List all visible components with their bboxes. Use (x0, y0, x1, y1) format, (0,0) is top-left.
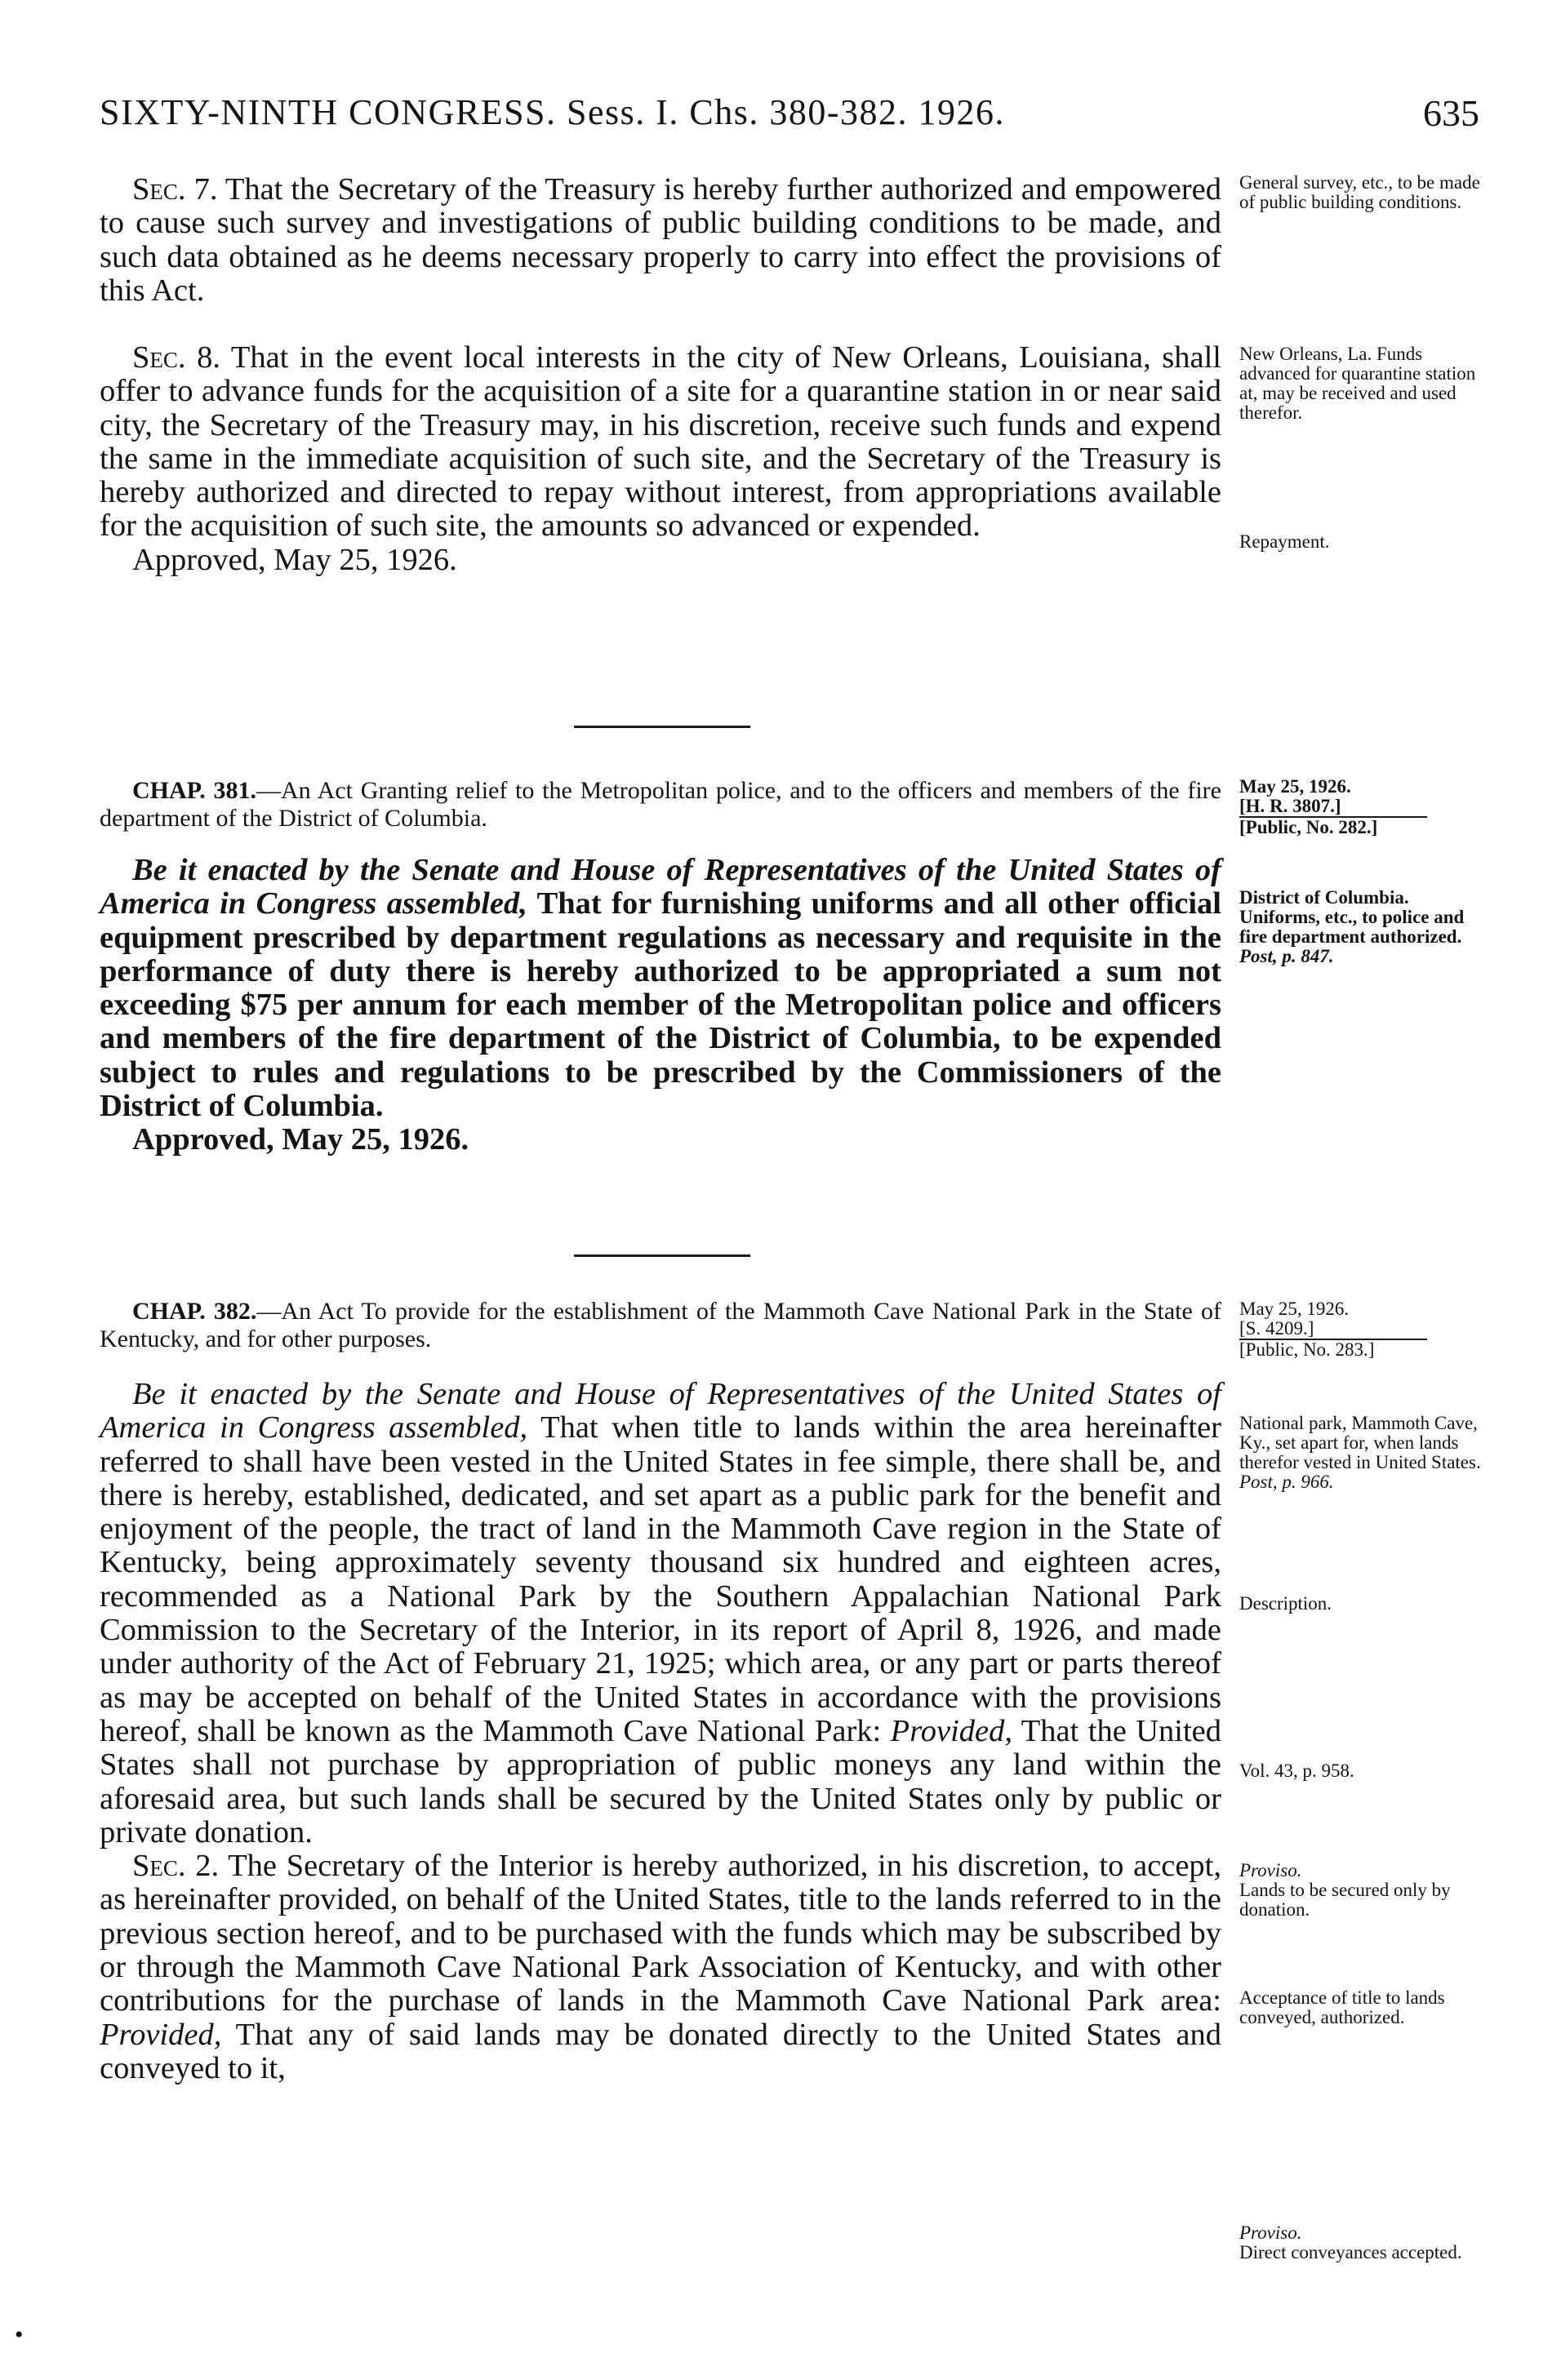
margin-note-sec8-text: New Orleans, La. Funds advanced for quarantine station at, may be received and used therefor. (1239, 344, 1476, 424)
margin-note-chap381-text: District of Columbia. Uniforms, etc., to police and fire department authorized. (1239, 887, 1465, 948)
margin-note-national-park-ref: Post, p. 966. (1239, 1472, 1334, 1493)
section-8-paragraph (100, 341, 1221, 544)
chapter-381-title (100, 777, 1221, 833)
page-number: 635 (1423, 92, 1479, 134)
margin-chapter-381-header (1239, 777, 1484, 837)
chapter-381-enacting-clause: Be it enacted by the Senate and House of Representatives of the United States of America in Congress assembled, (100, 853, 1221, 921)
chapter-382-enacting-clause: Be it enacted by the Senate and House of Representatives of the United States of America in Congress assembled, (100, 1377, 1221, 1445)
margin-note-proviso-2-label: Proviso. (1239, 2222, 1302, 2243)
margin-note-sec7-text: General survey, etc., to be made of public building conditions. (1239, 172, 1480, 213)
section-7-text: That the Secretary of the Treasury is hereby further authorized and empowered to cause such survey and investigations of public building conditions to be made, and such data obtained as he deems necessary properly to carry into effect the provisions of this Act. (100, 172, 1221, 308)
page-bullet-mark: • (15, 2321, 24, 2348)
margin-note-repayment (1239, 532, 1484, 552)
margin-note-chap381 (1239, 888, 1484, 967)
margin-note-sec8 (1239, 344, 1484, 424)
section-8 (100, 341, 1221, 577)
section-8-text: That in the event local interests in the city of New Orleans, Louisiana, shall offer to advance funds for the acquisition of a site for a quarantine station in or near said city, the Secretary of the Treasury may, in his discretion, receive such funds and expend the same in the immediate acquisition of such site, and the Secretary of the Treasury is hereby authorized and directed to repay without interest, from appropriations available for the acquisition of such site, the amounts so advanced or expended. (100, 340, 1221, 544)
chapter-381-public-no: [Public, No. 282.] (1239, 817, 1378, 838)
margin-note-chap381-ref: Post, p. 847. (1239, 946, 1334, 967)
chapter-382-sec2-label: Sec. 2. (132, 1849, 220, 1884)
margin-note-proviso-conveyances-text: Direct conveyances accepted. (1239, 2242, 1462, 2263)
chapter-382-label: CHAP. 382. (132, 1298, 257, 1325)
chapter-381 (100, 777, 1221, 1157)
divider-rule-1 (574, 726, 750, 728)
margin-note-proviso-conveyances (1239, 2223, 1484, 2262)
margin-chapter-382-header (1239, 1299, 1484, 1360)
margin-note-description-text: Description. (1239, 1593, 1332, 1614)
margin-note-national-park-text: National park, Mammoth Cave, Ky., set apart for, when lands therefor vested in United States. (1239, 1413, 1481, 1473)
chapter-381-date: May 25, 1926. (1239, 776, 1351, 797)
chapter-381-approved: Approved, May 25, 1926. (132, 1122, 469, 1157)
chapter-382-proviso-2: Provided, (100, 2017, 222, 2052)
margin-note-repayment-text: Repayment. (1239, 531, 1330, 552)
chapter-381-text: That for furnishing uniforms and all other official equipment prescribed by department regulations as necessary and requisite in the performance of duty there is hereby authorized to be appropriated a sum not exceeding $75 per annum for each member of the Metropolitan police and officers and members of the fire department of the District of Columbia, to be expended subject to rules and regulations to be prescribed by the Commissioners of the District of Columbia. (100, 886, 1221, 1124)
chapter-382-title-text: —An Act To provide for the establishment of the Mammoth Cave National Park in the State of Kentucky, and for other purposes. (100, 1298, 1221, 1352)
chapter-382-text-1: That when title to lands within the area hereinafter referred to shall have been vested in the United States in fee simple, there shall be, and there is hereby, established, dedicated, and set apart as a public park for the benefit and enjoyment of the people, the tract of land in the Mammoth Cave region in the State of Kentucky, being approximately seventy thousand six hundred and eighteen acres, recommended as a National Park by the Southern Appalachian National Park Commission to the Secretary of the Interior, in its report of April 8, 1926, and made under authority of the Act of February 21, 1925; which area, or any part or parts thereof as may be accepted on behalf of the United States in accordance with the provisions hereof, shall be known as the Mammoth Cave National Park: (100, 1410, 1221, 1748)
section-7-paragraph (100, 173, 1221, 308)
margin-note-national-park (1239, 1414, 1484, 1493)
section-8-approved: Approved, May 25, 1926. (132, 542, 457, 577)
margin-note-proviso-label: Proviso. (1239, 1860, 1302, 1880)
chapter-382-section-1 (100, 1378, 1221, 1849)
chapter-381-title-text: —An Act Granting relief to the Metropolitan police, and to the officers and members of the fire department of the District of Columbia. (100, 777, 1221, 832)
margin-note-proviso-donation (1239, 1861, 1484, 1920)
chapter-382-text-2: That the United States shall not purchase by appropriation of public moneys any land within the aforesaid area, but such lands shall be secured by the United States only by public or private donation. (100, 1713, 1222, 1849)
margin-note-vol43 (1239, 1761, 1484, 1781)
margin-note-proviso-donation-text: Lands to be secured only by donation. (1239, 1880, 1451, 1920)
chapter-382-sec2-text-end: That any of said lands may be donated directly to the United States and conveyed to it, (100, 2017, 1221, 2085)
divider-rule-2 (574, 1254, 750, 1257)
chapter-382-public-no: [Public, No. 283.] (1239, 1339, 1375, 1361)
chapter-382-proviso-1: Provided, (890, 1713, 1012, 1748)
section-7 (100, 173, 1221, 308)
chapter-381-body (100, 854, 1221, 1123)
chapter-382-date: May 25, 1926. (1239, 1299, 1350, 1319)
section-8-label: Sec. 8. (132, 340, 220, 375)
chapter-382-title (100, 1298, 1221, 1353)
margin-note-description (1239, 1594, 1484, 1614)
margin-note-acceptance (1239, 1988, 1484, 2027)
chapter-382-bill: [S. 4209.] (1239, 1318, 1314, 1339)
margin-note-sec7 (1239, 173, 1484, 212)
chapter-381-label: CHAP. 381. (132, 777, 256, 804)
running-head (100, 91, 1479, 140)
running-title: SIXTY-NINTH CONGRESS. Sess. I. Chs. 380-382. 1926. (100, 92, 1006, 132)
chapter-382-section-2 (100, 1849, 1221, 2085)
chapter-381-bill: [H. R. 3807.] (1239, 796, 1341, 817)
chapter-382 (100, 1298, 1221, 2085)
margin-note-acceptance-text: Acceptance of title to lands conveyed, authorized. (1239, 1987, 1445, 2028)
section-7-label: Sec. 7. (132, 172, 218, 206)
margin-note-vol43-text: Vol. 43, p. 958. (1239, 1761, 1354, 1781)
chapter-382-sec2-text: The Secretary of the Interior is hereby authorized, in his discretion, to accept, as hereinafter provided, on behalf of the United States, title to the lands referred to in the previous section hereof, and to be purchased with the funds which may be subscribed by or through the Mammoth Cave National Park Association of Kentucky, and with other contributions for the purchase of lands in the Mammoth Cave National Park area: (100, 1849, 1222, 2018)
